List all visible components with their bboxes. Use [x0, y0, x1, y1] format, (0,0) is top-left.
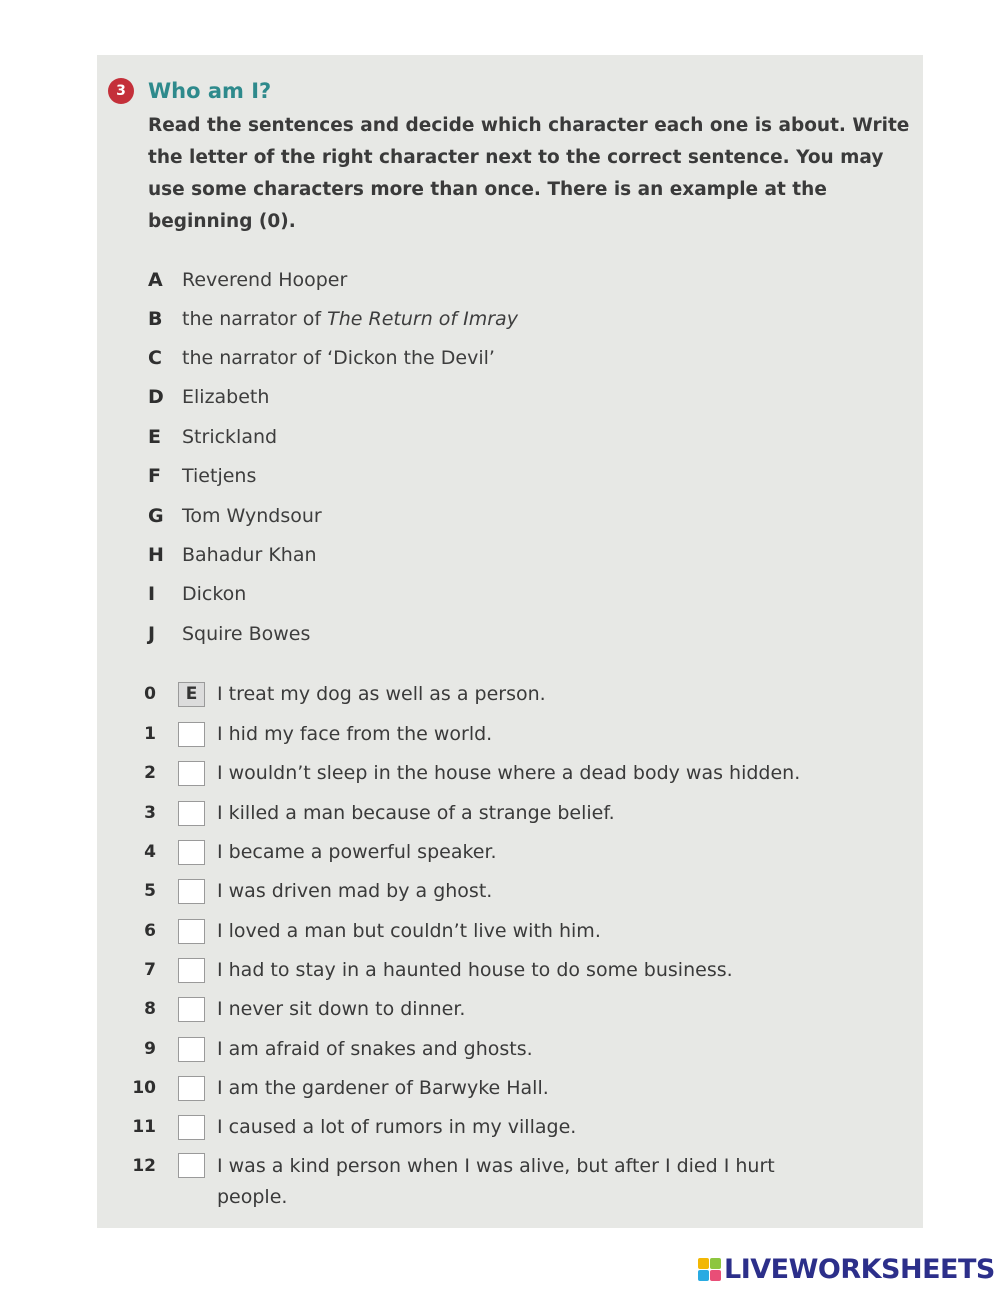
question-number: 7 — [144, 960, 156, 980]
question-text: I never sit down to dinner. — [217, 997, 466, 1020]
question-text: I was a kind person when I was alive, but after I died I hurt people. — [217, 1155, 775, 1208]
exercise-title: Who am I? — [148, 79, 272, 103]
question-text: I had to stay in a haunted house to do some business. — [217, 958, 733, 981]
answer-box[interactable]: E — [178, 682, 205, 707]
character-letter: H — [148, 544, 164, 566]
character-name: Reverend Hooper — [182, 269, 348, 291]
character-letter: C — [148, 347, 162, 369]
question-number: 11 — [132, 1117, 156, 1137]
character-option — [148, 580, 246, 608]
character-letter: I — [148, 583, 156, 605]
exercise-instructions: Read the sentences and decide which character each one is about. Write the letter of the right character next to the correct sentence. You may use some characters more than once. There is an example at the beginning (0). — [148, 115, 910, 232]
question-text: I hid my face from the world. — [217, 722, 493, 745]
question-row — [118, 798, 857, 828]
logo-text: LIVEWORKSHEETS — [724, 1253, 995, 1285]
question-number: 10 — [132, 1078, 156, 1098]
character-name: Bahadur Khan — [182, 544, 317, 566]
question-row — [118, 994, 857, 1024]
question-text: I am afraid of snakes and ghosts. — [217, 1037, 533, 1060]
character-option — [148, 383, 269, 411]
character-name: Dickon — [182, 583, 247, 605]
character-name: Tietjens — [182, 465, 257, 487]
character-option — [148, 344, 495, 372]
answer-box[interactable] — [178, 1153, 205, 1178]
question-number: 6 — [144, 921, 156, 941]
question-number: 4 — [144, 842, 156, 862]
character-name: Tom Wyndsour — [182, 505, 322, 527]
answer-box[interactable] — [178, 801, 205, 826]
question-row — [118, 1112, 857, 1142]
answer-box[interactable] — [178, 1115, 205, 1140]
question-number: 5 — [144, 881, 156, 901]
character-option — [148, 541, 317, 569]
character-option — [148, 266, 347, 294]
character-letter: D — [148, 386, 164, 408]
character-option — [148, 620, 310, 648]
character-name: Strickland — [182, 426, 278, 448]
character-name: Elizabeth — [182, 386, 270, 408]
question-number: 3 — [144, 803, 156, 823]
character-letter: A — [148, 269, 163, 291]
question-row — [118, 955, 857, 985]
book-title: The Return of Imray — [327, 308, 518, 330]
question-text: I was driven mad by a ghost. — [217, 879, 493, 902]
character-letter: G — [148, 505, 164, 527]
character-name: Squire Bowes — [182, 623, 311, 645]
question-text: I treat my dog as well as a person. — [217, 682, 546, 705]
answer-box[interactable] — [178, 1076, 205, 1101]
character-letter: E — [148, 426, 161, 448]
character-option — [148, 305, 518, 333]
question-number: 9 — [144, 1039, 156, 1059]
answer-box[interactable] — [178, 879, 205, 904]
question-text: I wouldn’t sleep in the house where a dead body was hidden. — [217, 761, 801, 784]
liveworksheets-logo — [698, 1255, 995, 1283]
question-row — [118, 837, 857, 867]
question-text: I am the gardener of Barwyke Hall. — [217, 1076, 549, 1099]
question-number: 8 — [144, 999, 156, 1019]
question-number: 12 — [132, 1156, 156, 1176]
answer-box[interactable] — [178, 722, 205, 747]
question-row — [118, 916, 857, 946]
question-row — [118, 758, 857, 788]
question-row — [118, 719, 857, 749]
question-row — [118, 876, 857, 906]
character-letter: F — [148, 465, 161, 487]
exercise-header — [108, 78, 271, 104]
character-option — [148, 462, 256, 490]
answer-box[interactable] — [178, 761, 205, 786]
question-row — [118, 1034, 857, 1064]
answer-box[interactable] — [178, 919, 205, 944]
answer-box[interactable] — [178, 958, 205, 983]
answer-box[interactable] — [178, 1037, 205, 1062]
question-text: I became a powerful speaker. — [217, 840, 497, 863]
question-row — [118, 679, 857, 709]
character-letter: J — [148, 623, 156, 645]
question-number: 1 — [144, 724, 156, 744]
character-letter: B — [148, 308, 163, 330]
question-number: 0 — [144, 684, 156, 704]
character-name: the narrator of ‘Dickon the Devil’ — [182, 347, 495, 369]
question-number: 2 — [144, 763, 156, 783]
question-row — [118, 1151, 847, 1208]
character-option — [148, 502, 322, 530]
answer-box[interactable] — [178, 997, 205, 1022]
logo-blocks-icon — [698, 1258, 721, 1281]
question-text: I caused a lot of rumors in my village. — [217, 1115, 577, 1138]
answer-box[interactable] — [178, 840, 205, 865]
character-name: the narrator of The Return of Imray — [182, 308, 518, 330]
question-text: I loved a man but couldn’t live with him. — [217, 919, 601, 942]
character-option — [148, 423, 277, 451]
question-row — [118, 1073, 857, 1103]
exercise-number-badge: 3 — [108, 78, 134, 104]
question-text: I killed a man because of a strange belief. — [217, 801, 615, 824]
